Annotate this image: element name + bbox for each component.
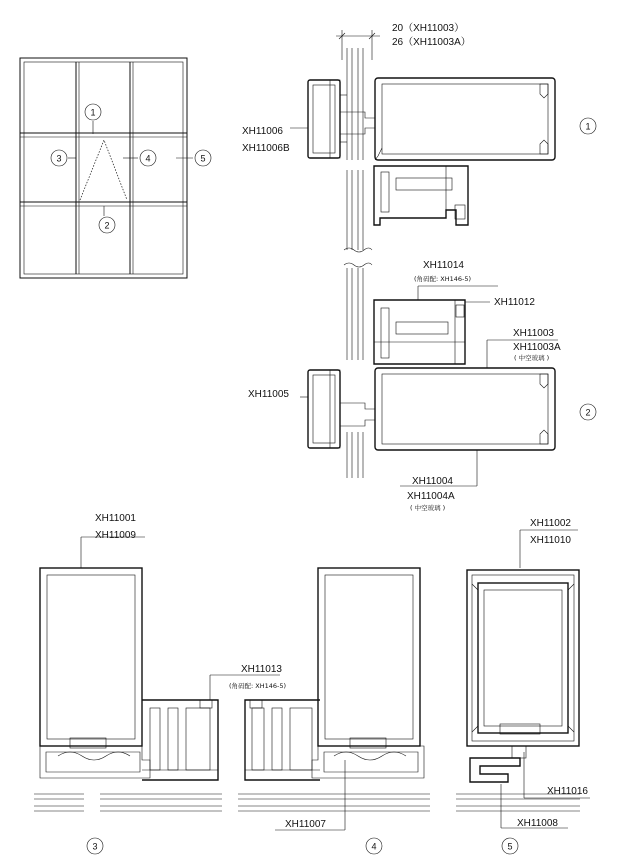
dimension-text-1: 20（XH11003）: [392, 23, 465, 34]
label-xh11012: XH11012: [494, 297, 535, 308]
dimension-text-2: 26（XH11003A）: [392, 37, 471, 48]
elevation-marker-2: [99, 217, 115, 233]
section-marker-3: [87, 838, 103, 854]
label-xh11008: XH11008: [517, 818, 558, 829]
frame-box-section-5: [467, 570, 579, 746]
label-xh11016: XH11016: [547, 786, 588, 797]
opening-direction-triangle: [80, 140, 127, 200]
svg-text:4: 4: [371, 841, 377, 852]
section-4-jamb-detail: [238, 568, 430, 854]
label-xh11009: XH11009: [95, 530, 136, 541]
label-xh11014: XH11014: [423, 260, 464, 271]
label-xh11006b: XH11006B: [242, 143, 290, 154]
svg-text:1: 1: [90, 107, 96, 118]
label-xh11003a: XH11003A: [513, 342, 561, 353]
thermal-break-section-2: [340, 403, 375, 426]
transom-box-section-2: [375, 368, 555, 450]
sash-profile-section-1: [374, 166, 468, 225]
label-xh11004a: XH11004A: [407, 491, 455, 502]
base-profile-section-4: [312, 738, 424, 778]
label-xh11004: XH11004: [412, 476, 453, 487]
mullion-box-section-4: [318, 568, 420, 746]
transom-box-section-1: [375, 78, 555, 160]
clip-profile-xh11016: [470, 746, 526, 782]
glass-edge-section-4: [238, 794, 430, 811]
svg-text:4: 4: [145, 153, 151, 164]
svg-text:1: 1: [585, 121, 591, 132]
section-marker-1: [580, 118, 596, 134]
glass-pane-section-2: [344, 263, 372, 478]
cover-cap-xh11006: [308, 80, 347, 158]
section-2-sill-detail: [248, 260, 596, 512]
sash-profile-xh11014: [374, 300, 465, 364]
label-xh11001: XH11001: [95, 513, 136, 524]
section-1-head-detail: [242, 22, 596, 252]
note-xh11004a: ( 中空玻璃 ): [410, 504, 446, 512]
cover-cap-xh11005: [308, 370, 340, 448]
section-marker-5: [502, 838, 518, 854]
elevation-marker-1: [85, 104, 101, 120]
thermal-break-section-1: [340, 112, 375, 134]
label-xh11010: XH11010: [530, 535, 571, 546]
svg-text:2: 2: [104, 220, 110, 231]
glass-thickness-dimension: [336, 22, 471, 60]
window-elevation: [20, 58, 211, 278]
label-xh11007: XH11007: [285, 819, 326, 830]
section-3-jamb-detail: [34, 513, 286, 854]
base-profile-section-3: [40, 738, 150, 778]
svg-text:2: 2: [585, 407, 591, 418]
svg-text:5: 5: [507, 841, 513, 852]
elevation-inner-frame: [24, 62, 183, 274]
note-xh11013: (角码配: XH146-5): [229, 682, 287, 690]
label-xh11013: XH11013: [241, 664, 282, 675]
label-xh11006: XH11006: [242, 126, 283, 137]
elevation-marker-4: [140, 150, 156, 166]
mullion-box-section-3: [40, 568, 142, 746]
section-marker-4: [366, 838, 382, 854]
label-xh11002: XH11002: [530, 518, 571, 529]
glass-edge-section-3: [34, 794, 222, 811]
svg-text:5: 5: [200, 153, 206, 164]
note-xh11014: (角码配: XH146-5): [414, 275, 472, 283]
sash-profile-section-3: [142, 700, 218, 780]
note-xh11003a: ( 中空玻璃 ): [514, 354, 550, 362]
section-5-corner-detail: [456, 518, 590, 854]
svg-text:3: 3: [56, 153, 62, 164]
elevation-marker-3: [51, 150, 67, 166]
section-marker-2: [580, 404, 596, 420]
elevation-outer-frame: [20, 58, 187, 278]
glass-pane-section-1: [344, 48, 372, 252]
sash-profile-section-4: [245, 700, 320, 780]
label-xh11003: XH11003: [513, 328, 554, 339]
elevation-marker-5: [195, 150, 211, 166]
svg-text:3: 3: [92, 841, 98, 852]
label-xh11005: XH11005: [248, 389, 289, 400]
